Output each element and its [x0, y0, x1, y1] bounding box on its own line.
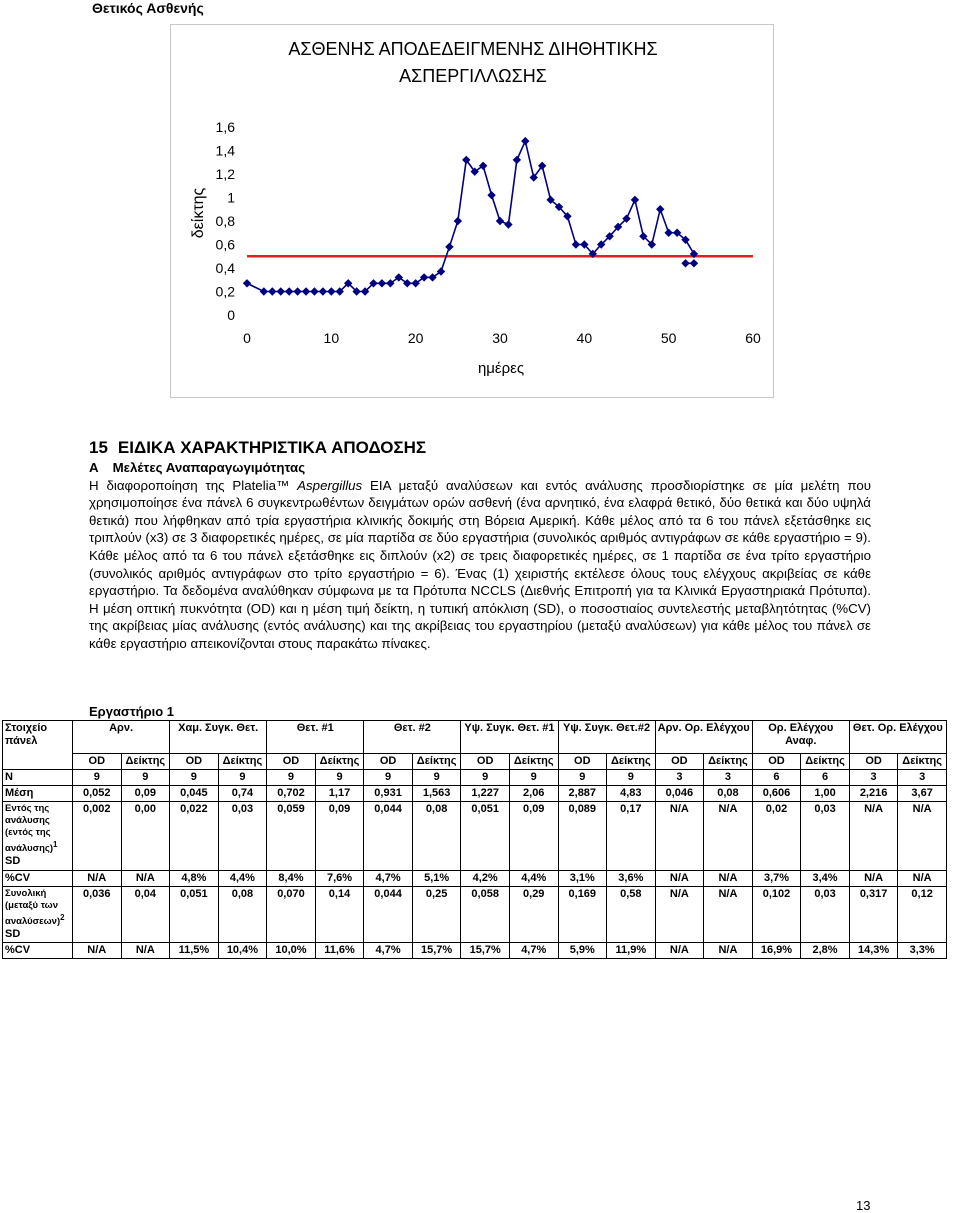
index-subheader: Δείκτης — [801, 754, 850, 770]
table-cell: 2,06 — [509, 786, 558, 802]
table-cell: 9 — [73, 770, 122, 786]
data-point-marker — [277, 287, 285, 295]
table-cell: N/A — [704, 887, 753, 943]
panel-member-header: Θετ. Ορ. Ελέγχου — [849, 721, 946, 754]
table-cell: 3,3% — [898, 943, 947, 959]
table-cell: 0,09 — [121, 786, 170, 802]
table-cell: N/A — [655, 802, 704, 871]
index-subheader: Δείκτης — [315, 754, 364, 770]
table-cell: 5,9% — [558, 943, 607, 959]
table-cell: 10,4% — [218, 943, 267, 959]
index-subheader: Δείκτης — [509, 754, 558, 770]
table-cell: 6 — [752, 770, 801, 786]
row-label — [3, 786, 73, 802]
page-number: 13 — [856, 1198, 871, 1213]
y-tick-label: 1,4 — [215, 142, 235, 159]
data-point-marker — [656, 205, 664, 213]
data-point-marker — [285, 287, 293, 295]
row-label-text: Συνολική (μεταξύ των αναλύσεων) — [5, 888, 61, 928]
table-cell: 1,227 — [461, 786, 510, 802]
table-cell: 3,6% — [607, 871, 656, 887]
lab-label: Εργαστήριο 1 — [89, 704, 175, 719]
table-cell: 0,052 — [73, 786, 122, 802]
panel-member-header: Ορ. Ελέγχου Αναφ. — [752, 721, 849, 754]
data-point-marker — [378, 279, 386, 287]
page-header-title: Θετικός Ασθενής — [92, 0, 204, 16]
table-cell: 3,67 — [898, 786, 947, 802]
table-cell: N/A — [704, 871, 753, 887]
table-cell: 0,09 — [315, 802, 364, 871]
subsection-title: Μελέτες Αναπαραγωγιμότητας — [112, 460, 306, 475]
table-cell: N/A — [849, 802, 898, 871]
row-label-metric: SD — [5, 855, 21, 868]
footnote-marker: 2 — [60, 913, 65, 922]
paragraph-start: Η διαφοροποίηση της Platelia™ — [89, 477, 298, 493]
data-point-marker — [504, 220, 512, 228]
table-cell: 9 — [315, 770, 364, 786]
table-cell: 0,58 — [607, 887, 656, 943]
y-tick-label: 1,2 — [215, 166, 235, 182]
table-cell: 11,6% — [315, 943, 364, 959]
data-point-marker — [487, 191, 495, 199]
y-tick-label: 0,2 — [215, 283, 235, 300]
row-label — [3, 802, 73, 871]
table-cell: N/A — [849, 871, 898, 887]
table-cell: 0,022 — [170, 802, 219, 871]
x-tick-label: 60 — [745, 330, 761, 346]
table-cell: 3 — [655, 770, 704, 786]
row-label-text: Εντός της ανάλυσης (εντός της ανάλυσης) — [5, 803, 54, 855]
table-cell: 0,14 — [315, 887, 364, 943]
table-cell: 0,25 — [412, 887, 461, 943]
data-point-marker — [445, 243, 453, 251]
data-point-marker — [310, 287, 318, 295]
section-title: ΕΙΔΙΚΑ ΧΑΡΑΚΤΗΡΙΣΤΙΚΑ ΑΠΟΔΟΣΗΣ — [117, 438, 427, 457]
body-paragraph — [89, 477, 871, 653]
od-subheader: OD — [170, 754, 219, 770]
table-cell: 3 — [704, 770, 753, 786]
table-cell: 9 — [267, 770, 316, 786]
table-cell: 4,4% — [218, 871, 267, 887]
table-cell: 15,7% — [461, 943, 510, 959]
table-cell: 0,03 — [801, 887, 850, 943]
table-cell: 0,74 — [218, 786, 267, 802]
index-subheader: Δείκτης — [704, 754, 753, 770]
table-cell: 0,044 — [364, 802, 413, 871]
table-cell: 15,7% — [412, 943, 461, 959]
panel-member-header: Θετ. #1 — [267, 721, 364, 754]
data-point-marker — [681, 259, 689, 267]
chart-title-line: ΑΣΠΕΡΓΙΛΛΩΣΗΣ — [399, 66, 547, 86]
table-cell: 0,169 — [558, 887, 607, 943]
od-subheader: OD — [73, 754, 122, 770]
table-cell: 0,03 — [218, 802, 267, 871]
table-cell: 1,17 — [315, 786, 364, 802]
paragraph-rest: EIA μεταξύ αναλύσεων και εντός ανάλυσης προσδιορίστηκε σε μία μελέτη που χρησιμοποίησε ένα πάνελ 6 συγκεντρωθέντων δειγμάτων ορών ασθενή (ένα αρνητικό, ένα ελαφρά θετικό, δύο θετικά και δύο υψηλά θετικά) που λήφθηκαν από τρία εργαστήρια κλινικής δοκιμής στη Βόρεια Αμερική. Κάθε μέλος από τα 6 του πάνελ εξετάσθηκε εις τριπλούν (x3) σε 3 διαφορετικές ημέρες, σε μία παρτίδα σε δύο εργαστήρια (συνολικός αριθμός αντιγράφων σε κάθε εργαστήριο = 9). Κάθε μέλος από τα 6 του πάνελ εξετάσθηκε εις διπλούν (x2) σε τρεις διαφορετικές ημέρες, σε 1 παρτίδα σε ένα τρίτο εργαστήριο (συνολικός αριθμός αντιγράφων στο τρίτο εργαστήριο = 6). Ένας (1) χειριστής εκτέλεσε όλους τους ελέγχους ακριβείας σε κάθε εργαστήριο. Τα δεδομένα αναλύθηκαν σύμφωνα με τα Πρότυπα NCCLS (Διεθνής Επιτροπή για τα Κλινικά Εργαστηριακά Πρότυπα). Η μέση οπτική πυκνότητα (OD) και η μέση τιμή δείκτη, η τυπική απόκλιση (SD), ο ποσοστιαίος συντελεστής μεταβλητότητας (%CV) της ακρίβειας μίας ανάλυσης (εντός ανάλυσης) και της ακρίβειας του εργαστηρίου (μεταξύ αναλύσεων) για κάθε μέλος του πάνελ σε κάθε εργαστήριο απεικονίζονται στους παρακάτω πίνακες. — [89, 477, 871, 651]
data-point-marker — [319, 287, 327, 295]
table-cell: 0,02 — [752, 802, 801, 871]
y-tick-label: 0,6 — [215, 236, 235, 253]
line-chart — [171, 25, 775, 399]
od-subheader: OD — [752, 754, 801, 770]
table-cell: 0,00 — [121, 802, 170, 871]
row-label-text: %CV — [5, 872, 31, 884]
data-point-marker — [496, 217, 504, 225]
table-cell: 4,7% — [364, 871, 413, 887]
od-subheader: OD — [461, 754, 510, 770]
table-cell: 0,931 — [364, 786, 413, 802]
panel-member-header: Θετ. #2 — [364, 721, 461, 754]
table-cell: N/A — [655, 871, 704, 887]
table-cell: 9 — [412, 770, 461, 786]
table-cell: N/A — [898, 802, 947, 871]
data-point-marker — [664, 229, 672, 237]
table-cell: 8,4% — [267, 871, 316, 887]
x-tick-label: 40 — [576, 330, 593, 346]
section-number: 15 — [89, 438, 108, 457]
table-cell: 9 — [121, 770, 170, 786]
data-point-marker — [243, 279, 251, 287]
table-cell: 0,03 — [801, 802, 850, 871]
data-point-marker — [572, 240, 580, 248]
table-cell: 10,0% — [267, 943, 316, 959]
table-cell: 4,4% — [509, 871, 558, 887]
table-cell: 9 — [509, 770, 558, 786]
table-cell: 2,216 — [849, 786, 898, 802]
table-cell: N/A — [704, 943, 753, 959]
x-tick-label: 50 — [660, 330, 677, 346]
table-cell: 0,070 — [267, 887, 316, 943]
table-cell: N/A — [704, 802, 753, 871]
table-cell: 9 — [364, 770, 413, 786]
row-label-text: %CV — [5, 944, 31, 957]
x-tick-label: 20 — [407, 330, 424, 346]
table-cell: 9 — [607, 770, 656, 786]
table-cell: N/A — [121, 871, 170, 887]
od-subheader: OD — [364, 754, 413, 770]
table-cell: 0,102 — [752, 887, 801, 943]
table-cell: 11,5% — [170, 943, 219, 959]
table-cell: N/A — [898, 871, 947, 887]
row-label — [3, 943, 73, 959]
table-cell: 14,3% — [849, 943, 898, 959]
x-axis-label: ημέρες — [477, 360, 525, 377]
table-cell: 0,08 — [704, 786, 753, 802]
table-cell: 0,002 — [73, 802, 122, 871]
table-cell: N/A — [655, 887, 704, 943]
panel-member-header: Υψ. Συγκ. Θετ. #1 — [461, 721, 558, 754]
table-cell: 3,7% — [752, 871, 801, 887]
data-point-marker — [260, 287, 268, 295]
data-point-marker — [454, 217, 462, 225]
x-tick-label: 10 — [323, 330, 340, 346]
y-tick-label: 0,4 — [215, 260, 235, 276]
table-cell: 5,1% — [412, 871, 461, 887]
section-heading — [89, 438, 871, 458]
table-cell: 4,2% — [461, 871, 510, 887]
table-cell: 11,9% — [607, 943, 656, 959]
chart-frame — [170, 24, 774, 398]
row-label-metric: SD — [5, 928, 21, 941]
index-subheader: Δείκτης — [412, 754, 461, 770]
data-point-marker — [690, 259, 698, 267]
x-tick-label: 0 — [243, 330, 251, 346]
row-label-text: N — [5, 771, 13, 783]
panel-member-header: Αρν. Ορ. Ελέγχου — [655, 721, 752, 754]
table-cell: 0,045 — [170, 786, 219, 802]
table-cell: 2,887 — [558, 786, 607, 802]
index-subheader: Δείκτης — [607, 754, 656, 770]
table-cell: 0,606 — [752, 786, 801, 802]
panel-member-header: Χαμ. Συγκ. Θετ. — [170, 721, 267, 754]
table-cell: 3,1% — [558, 871, 607, 887]
od-subheader: OD — [849, 754, 898, 770]
table-cell: 6 — [801, 770, 850, 786]
subsection-letter: Α — [89, 460, 99, 475]
precision-table — [2, 720, 947, 959]
data-point-marker — [293, 287, 301, 295]
table-cell: 0,317 — [849, 887, 898, 943]
table-cell: 0,09 — [509, 802, 558, 871]
table-cell: 4,7% — [509, 943, 558, 959]
y-tick-label: 1 — [227, 189, 235, 206]
y-tick-label: 0,8 — [215, 213, 235, 229]
table-cell: 0,702 — [267, 786, 316, 802]
table-cell: 1,563 — [412, 786, 461, 802]
table-cell: 9 — [218, 770, 267, 786]
x-tick-label: 30 — [492, 330, 508, 346]
table-cell: 0,044 — [364, 887, 413, 943]
table-cell: 2,8% — [801, 943, 850, 959]
data-point-marker — [521, 137, 529, 145]
table-cell: 0,058 — [461, 887, 510, 943]
section-text — [89, 438, 871, 653]
table-cell: 0,059 — [267, 802, 316, 871]
panel-member-header: Υψ. Συγκ. Θετ.#2 — [558, 721, 655, 754]
table-cell: 0,04 — [121, 887, 170, 943]
paragraph-emphasis: Aspergillus — [297, 477, 363, 493]
data-point-marker — [268, 287, 276, 295]
table-cell: N/A — [121, 943, 170, 959]
table-cell: 0,08 — [412, 802, 461, 871]
subsection-heading — [89, 459, 871, 477]
table-corner-header: Στοιχείο πάνελ — [3, 721, 73, 770]
table-cell: 0,08 — [218, 887, 267, 943]
table-cell: 4,8% — [170, 871, 219, 887]
y-tick-label: 1,6 — [215, 119, 235, 135]
table-cell: 1,00 — [801, 786, 850, 802]
table-cell: 3,4% — [801, 871, 850, 887]
table-cell: 4,7% — [364, 943, 413, 959]
y-axis-label: δείκτης — [190, 187, 207, 239]
data-point-marker — [327, 287, 335, 295]
panel-member-header: Αρν. — [73, 721, 170, 754]
table-cell: 0,036 — [73, 887, 122, 943]
table-cell: 0,17 — [607, 802, 656, 871]
od-subheader: OD — [267, 754, 316, 770]
od-subheader: OD — [655, 754, 704, 770]
table-cell: 0,051 — [461, 802, 510, 871]
row-label-text: Μέση — [5, 787, 34, 799]
table-cell: 0,12 — [898, 887, 947, 943]
table-cell: 0,089 — [558, 802, 607, 871]
index-subheader: Δείκτης — [121, 754, 170, 770]
data-point-marker — [302, 287, 310, 295]
chart-title-line: ΑΣΘΕΝΗΣ ΑΠΟΔΕΔΕΙΓΜΕΝΗΣ ΔΙΗΘΗΤΙΚΗΣ — [288, 39, 658, 59]
index-subheader: Δείκτης — [218, 754, 267, 770]
table-cell: 9 — [461, 770, 510, 786]
table-cell: 0,046 — [655, 786, 704, 802]
table-cell: 16,9% — [752, 943, 801, 959]
row-label — [3, 871, 73, 887]
table-cell: 3 — [898, 770, 947, 786]
table-cell: 9 — [170, 770, 219, 786]
table-cell: N/A — [73, 871, 122, 887]
table-cell: 4,83 — [607, 786, 656, 802]
table-cell: N/A — [655, 943, 704, 959]
footnote-marker: 1 — [53, 840, 58, 849]
y-tick-label: 0 — [227, 307, 235, 323]
data-point-marker — [513, 156, 521, 164]
row-label — [3, 770, 73, 786]
table-cell: 0,051 — [170, 887, 219, 943]
table-cell: 0,29 — [509, 887, 558, 943]
index-subheader: Δείκτης — [898, 754, 947, 770]
od-subheader: OD — [558, 754, 607, 770]
table-cell: 3 — [849, 770, 898, 786]
table-cell: N/A — [73, 943, 122, 959]
data-point-marker — [631, 196, 639, 204]
table-cell: 9 — [558, 770, 607, 786]
row-label — [3, 887, 73, 943]
table-cell: 7,6% — [315, 871, 364, 887]
